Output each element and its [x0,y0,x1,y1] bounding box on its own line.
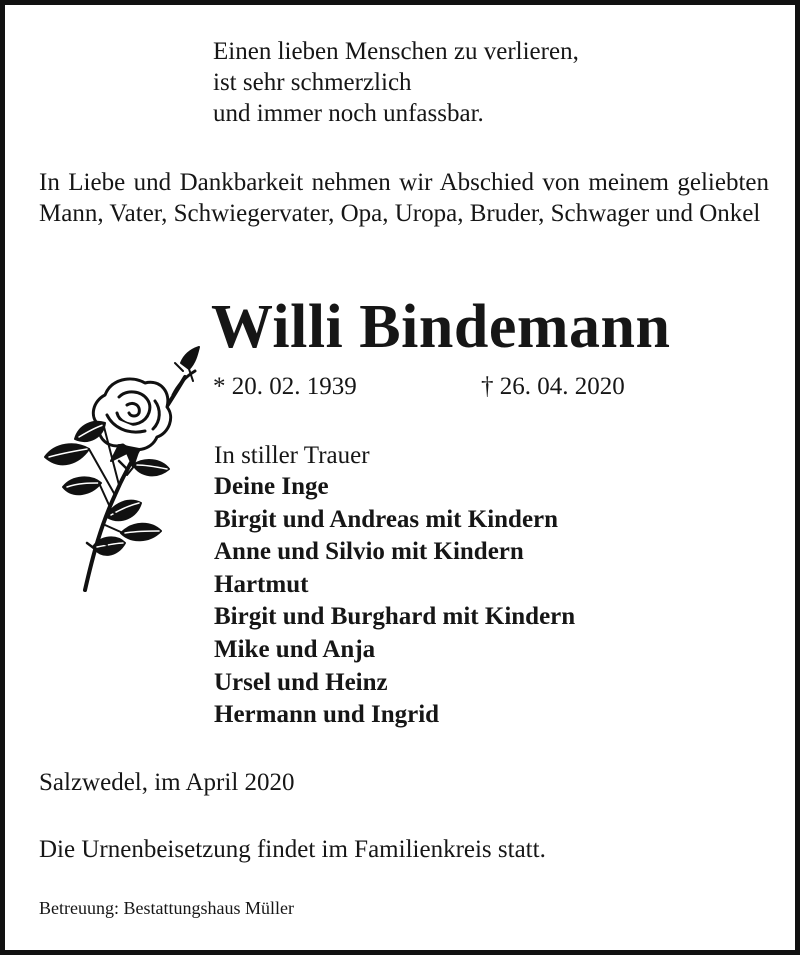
intro-text: In Liebe und Dankbarkeit nehmen wir Abschied von meinem geliebten Mann, Vater, Schwiegervater, Opa, Uropa, Bruder, Schwager und Onkel [39,169,769,227]
deceased-name: Willi Bindemann [211,293,671,361]
rose-icon [23,335,203,600]
mourner-item: Anne und Silvio mit Kindern [214,538,524,566]
mourner-item: Birgit und Andreas mit Kindern [214,505,559,533]
mourner-item: Birgit und Burghard mit Kindern [214,603,576,631]
birth-date: * 20. 02. 1939 [213,373,357,400]
death-date: † 26. 04. 2020 [481,373,625,400]
mourner-item: Hartmut [214,570,309,598]
verse-line-2: ist sehr schmerzlich [213,69,412,96]
verse-line-3: und immer noch unfassbar. [213,100,484,127]
grief-line: In stiller Trauer [214,442,370,469]
urn-note: Die Urnenbeisetzung findet im Familienkreis statt. [39,836,546,863]
mourner-item: Ursel und Heinz [214,668,388,696]
funeral-home-note: Betreuung: Bestattungshaus Müller [39,898,294,918]
mourner-item: Mike und Anja [214,635,376,663]
place-date: Salzwedel, im April 2020 [39,769,295,796]
verse-line-1: Einen lieben Menschen zu verlieren, [213,38,579,65]
mourner-item: Hermann und Ingrid [214,701,440,729]
mourner-item: Deine Inge [214,473,329,500]
mourners-list [214,471,575,732]
